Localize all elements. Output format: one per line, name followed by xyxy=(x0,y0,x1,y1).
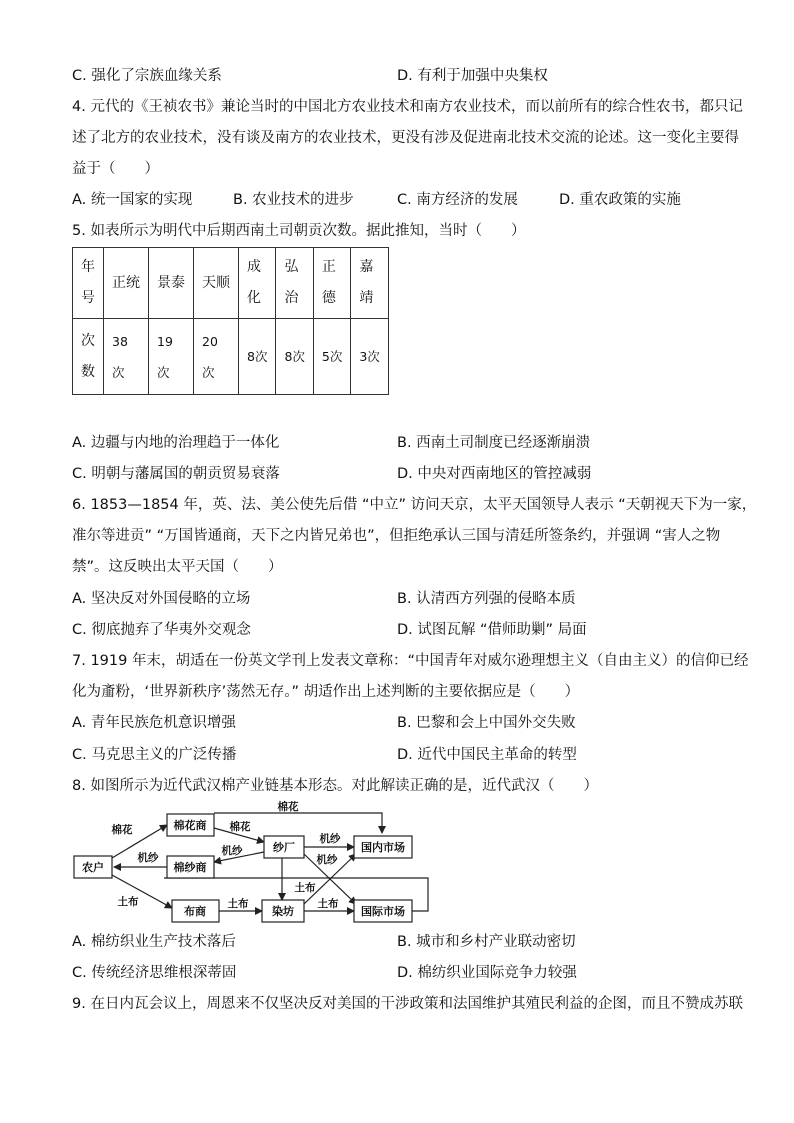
table-cell: 年 号 xyxy=(73,248,104,319)
label-cotton-2: 棉花 xyxy=(229,821,251,833)
q6-option-d: D. 试图瓦解 “借师助剿” 局面 xyxy=(397,622,587,638)
node-cotton-merchant: 棉花商 xyxy=(173,819,207,832)
label-yarn-2: 机纱 xyxy=(221,845,243,857)
table-cell: 19 次 xyxy=(149,319,194,395)
table-cell: 8次 xyxy=(239,319,276,395)
q9-stem-line-1: 9. 在日内瓦会议上，周恩来不仅坚决反对美国的干涉政策和法国维护其殖民利益的企图，而且不赞成苏联 xyxy=(72,996,743,1012)
node-mill: 纱厂 xyxy=(273,841,295,854)
q7-option-a: A. 青年民族危机意识增强 xyxy=(72,715,236,731)
q6-stem-line-3: 禁”。这反映出太平天国（ ） xyxy=(72,559,283,575)
q4-stem-line-3: 益于（ ） xyxy=(72,161,159,177)
q6-option-c: C. 彻底抛弃了华夷外交观念 xyxy=(72,622,251,638)
cotton-chain-diagram xyxy=(72,800,442,930)
table-cell: 正统 xyxy=(104,248,149,319)
q8-option-c: C. 传统经济思维根深蒂固 xyxy=(72,965,237,981)
q5-option-d: D. 中央对西南地区的管控减弱 xyxy=(397,466,592,482)
table-header-row xyxy=(73,248,389,319)
label-yarn-3: 机纱 xyxy=(319,833,341,845)
table-cell: 成 化 xyxy=(239,248,276,319)
q8-option-d: D. 棉纺织业国际竞争力较强 xyxy=(397,965,577,981)
label-cloth-2: 土布 xyxy=(294,882,316,894)
node-domestic-market: 国内市场 xyxy=(361,841,405,854)
q8-option-b: B. 城市和乡村产业联动密切 xyxy=(397,934,576,950)
q5-stem: 5. 如表所示为明代中后期西南土司朝贡次数。据此推知，当时（ ） xyxy=(72,223,526,239)
table-cell: 景泰 xyxy=(149,248,194,319)
table-cell: 5次 xyxy=(313,319,350,395)
q4-stem-line-1: 4. 元代的《王祯农书》兼论当时的中国北方农业技术和南方农业技术，而以前所有的综合性农书，都只记 xyxy=(72,99,743,115)
q3-option-d: D. 有利于加强中央集权 xyxy=(397,68,548,84)
table-cell: 8次 xyxy=(276,319,313,395)
node-yarn-merchant: 棉纱商 xyxy=(173,861,207,874)
node-intl-market: 国际市场 xyxy=(361,905,405,918)
table-cell: 38 次 xyxy=(104,319,149,395)
table-cell: 正 德 xyxy=(313,248,350,319)
q4-option-c: C. 南方经济的发展 xyxy=(397,192,518,208)
q5-option-b: B. 西南土司制度已经逐渐崩溃 xyxy=(397,435,591,451)
label-yarn-4: 机纱 xyxy=(316,854,338,866)
tribute-table xyxy=(72,247,389,395)
node-dye-workshop: 染坊 xyxy=(272,905,294,918)
q4-option-b: B. 农业技术的进步 xyxy=(233,192,354,208)
q5-option-a: A. 边疆与内地的治理趋于一体化 xyxy=(72,435,280,451)
label-cloth-3: 土布 xyxy=(227,898,249,910)
q6-option-b: B. 认清西方列强的侵略本质 xyxy=(397,591,576,607)
q7-option-b: B. 巴黎和会上中国外交失败 xyxy=(397,715,576,731)
label-cotton-top: 棉花 xyxy=(277,801,299,813)
label-cloth-4: 土布 xyxy=(317,898,339,910)
q6-stem-line-2: 准尔等进贡” “万国皆通商，天下之内皆兄弟也”，但拒绝承认三国与清廷所签条约，并强调 “害人之物 xyxy=(72,528,721,544)
table-cell: 嘉 靖 xyxy=(351,248,388,319)
table-cell: 20 次 xyxy=(194,319,239,395)
label-cloth-1: 土布 xyxy=(117,896,139,908)
q8-option-a: A. 棉纺织业生产技术落后 xyxy=(72,934,236,950)
label-yarn-1: 机纱 xyxy=(137,852,159,864)
q5-option-c: C. 明朝与藩属国的朝贡贸易衰落 xyxy=(72,466,280,482)
q6-option-a: A. 坚决反对外国侵略的立场 xyxy=(72,591,251,607)
table-cell: 天顺 xyxy=(194,248,239,319)
q7-stem-line-1: 7. 1919 年末，胡适在一份英文学刊上发表文章称：“中国青年对威尔逊理想主义（自由主义）的信仰已经 xyxy=(72,653,749,669)
q8-stem: 8. 如图所示为近代武汉棉产业链基本形态。对此解读正确的是，近代武汉（ ） xyxy=(72,778,598,794)
label-cotton-1: 棉花 xyxy=(111,824,133,836)
node-farmer: 农户 xyxy=(82,861,104,874)
table-cell: 弘 治 xyxy=(276,248,313,319)
q4-stem-line-2: 述了北方的农业技术，没有谈及南方的农业技术，更没有涉及促进南北技术交流的论述。这一变化主要得 xyxy=(72,130,739,146)
q7-option-c: C. 马克思主义的广泛传播 xyxy=(72,747,237,763)
table-cell: 次 数 xyxy=(73,319,104,395)
node-cloth-merchant: 布商 xyxy=(184,905,206,918)
q7-option-d: D. 近代中国民主革命的转型 xyxy=(397,747,577,763)
q4-option-a: A. 统一国家的实现 xyxy=(72,192,193,208)
q3-option-c: C. 强化了宗族血缘关系 xyxy=(72,68,222,84)
q4-option-d: D. 重农政策的实施 xyxy=(559,192,681,208)
table-cell: 3次 xyxy=(351,319,388,395)
q7-stem-line-2: 化为齑粉，‘世界新秩序’荡然无存。” 胡适作出上述判断的主要依据应是（ ） xyxy=(72,684,580,700)
q6-stem-line-1: 6. 1853—1854 年，英、法、美公使先后借 “中立” 访问天京，太平天国领导人表示 “天朝视天下为一家， xyxy=(72,497,757,513)
table-data-row xyxy=(73,319,389,395)
